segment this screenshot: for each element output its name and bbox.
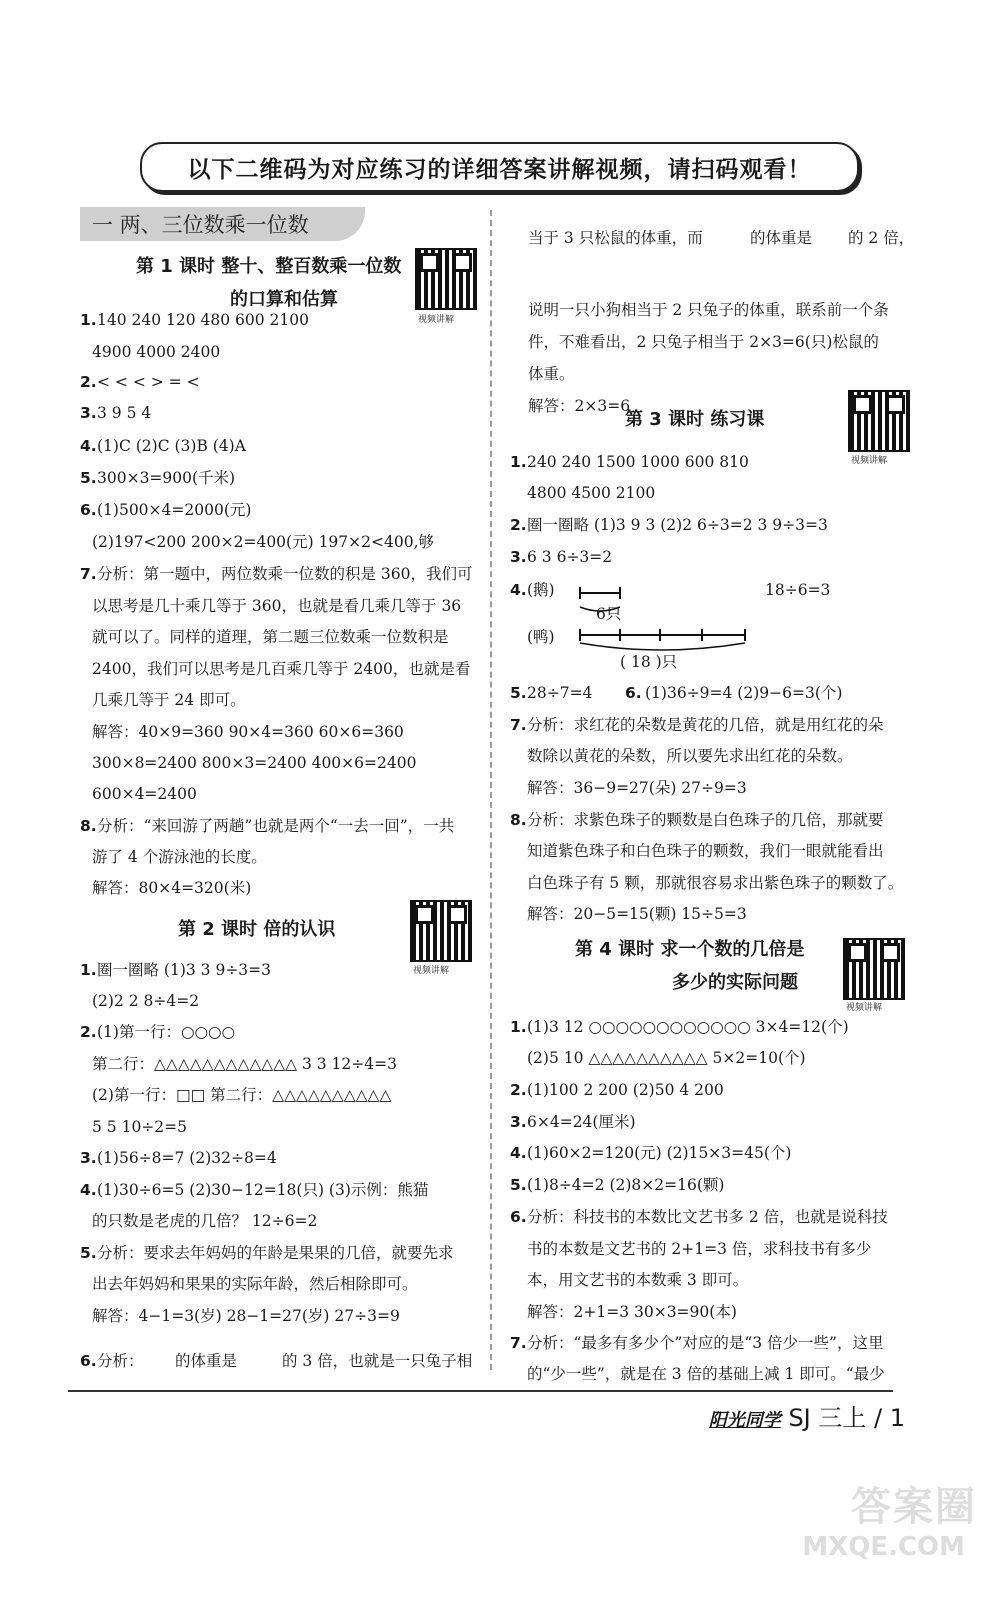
lesson4-title: 第 4 课时 求一个数的几倍是 xyxy=(575,939,805,960)
question-number: 6. xyxy=(510,1208,527,1226)
question-number: 5. xyxy=(510,684,527,702)
watermark-logo: 答案圈 xyxy=(851,1484,977,1530)
question-number: 1. xyxy=(80,311,97,329)
answer-text: 以思考是几十乘几等于 360，也就是看几乘几等于 36 xyxy=(92,597,462,615)
answer-text: 140 240 120 480 600 2100 xyxy=(97,311,310,329)
answer-text: 出去年妈妈和果果的实际年龄，然后相除即可。 xyxy=(92,1275,418,1293)
question-number: 3. xyxy=(510,1113,527,1131)
question-number: 2. xyxy=(510,1081,527,1099)
answer-text: (1)C (2)C (3)B (4)A xyxy=(97,437,246,455)
answer-text: 分析：科技书的本数比文艺书多 2 倍，也就是说科技 xyxy=(527,1208,888,1226)
unit-header xyxy=(80,207,365,241)
answer-text: 第二行：△△△△△△△△△△△△ 3 3 12÷4=3 xyxy=(92,1055,397,1073)
answer-text: 解答：36−9=27(朵) 27÷9=3 xyxy=(527,779,747,797)
answer-text: 的体重是 xyxy=(175,1352,238,1370)
answer-text: 300×8=2400 800×3=2400 400×6=2400 xyxy=(92,754,417,772)
answer-text: 18÷6=3 xyxy=(765,581,831,599)
answer-text: 4900 4000 2400 xyxy=(92,343,221,361)
footer-text: SJ 三上 / 1 xyxy=(788,1404,905,1432)
question-number: 1. xyxy=(80,961,97,979)
lesson2-title: 第 2 课时 倍的认识 xyxy=(178,919,336,940)
answer-text: 知道紫色珠子和白色珠子的颗数，我们一眼就能看出 xyxy=(527,842,884,860)
answer-text: 28÷7=4 xyxy=(527,684,593,702)
qr-code-lesson2[interactable] xyxy=(410,900,472,962)
answer-text: 解答：4−1=3(岁) 28−1=27(岁) 27÷3=9 xyxy=(92,1307,400,1325)
answer-text: (1)3 12 ○○○○○○○○○○○○ 3×4=12(个) xyxy=(527,1018,849,1036)
lesson4-subtitle: 多少的实际问题 xyxy=(672,972,798,993)
question-number: 5. xyxy=(80,1244,97,1262)
question-number: 3. xyxy=(80,1149,97,1167)
answer-text: (鸭) xyxy=(527,628,555,646)
question-number: 7. xyxy=(80,565,97,583)
question-number: 1. xyxy=(510,453,527,471)
answer-text: 就可以了。同样的道理，第二题三位数乘一位数积是 xyxy=(92,628,449,646)
qr-code-lesson1[interactable] xyxy=(415,248,477,310)
qr-caption: 视频讲解 xyxy=(851,456,888,466)
question-number: 8. xyxy=(80,817,97,835)
question-number: 6. xyxy=(80,501,97,519)
question-number: 5. xyxy=(510,1176,527,1194)
answer-text: 2400，我们可以思考是几百乘几等于 2400，也就是看 xyxy=(92,660,471,678)
answer-text: (1)36÷9=4 (2)9−6=3(个) xyxy=(645,684,843,702)
answer-text: 分析：要求去年妈妈的年龄是果果的几倍，就要先求 xyxy=(97,1244,454,1262)
answer-text: 游了 4 个游泳池的长度。 xyxy=(92,848,267,866)
answer-text: 分析：“最多有多少个”对应的是“3 倍少一些”，这里 xyxy=(527,1334,884,1352)
answer-text: 分析：第一题中，两位数乘一位数的积是 360，我们可 xyxy=(97,565,473,583)
answer-text: (2)197<200 200×2=400(元) 197×2<400,够 xyxy=(92,533,434,551)
answer-text: 数除以黄花的朵数，所以要先求出红花的朵数。 xyxy=(527,747,853,765)
answer-text: 的 2 倍， xyxy=(848,229,915,247)
qr-caption: 视频讲解 xyxy=(846,1003,883,1013)
lesson1-title: 第 1 课时 整十、整百数乘一位数 xyxy=(136,256,402,277)
answer-text: 分析： xyxy=(97,1352,144,1370)
footer-rule xyxy=(68,1390,893,1392)
question-number: 6. xyxy=(625,684,642,702)
answer-text: 解答：20−5=15(颗) 15÷5=3 xyxy=(527,905,747,923)
qr-caption: 视频讲解 xyxy=(413,966,450,976)
question-number: 4. xyxy=(80,1181,97,1199)
answer-text: ( 18 )只 xyxy=(620,653,678,671)
answer-text: 书的本数是文艺书的 2+1=3 倍，求科技书有多少 xyxy=(527,1240,872,1258)
column-divider xyxy=(490,210,492,1370)
answer-text: 圈一圈略 (1)3 3 9÷3=3 xyxy=(97,961,272,979)
answer-text: 本，用文艺书的本数乘 3 即可。 xyxy=(527,1271,749,1289)
question-number: 8. xyxy=(510,811,527,829)
watermark-url: MXQE.COM xyxy=(802,1532,965,1562)
answer-text: (1)8÷4=2 (2)8×2=16(颗) xyxy=(527,1176,725,1194)
question-number: 2. xyxy=(80,373,97,391)
qr-caption: 视频讲解 xyxy=(418,315,455,325)
answer-text: 圈一圈略 (1)3 9 3 (2)2 6÷3=2 3 9÷3=3 xyxy=(527,516,828,534)
question-number: 7. xyxy=(510,1334,527,1352)
answer-text: 解答：80×4=320(米) xyxy=(92,879,252,897)
answer-text: 解答：40×9=360 90×4=360 60×6=360 xyxy=(92,723,404,741)
answer-text: 白色珠子有 5 颗，那就很容易求出紫色珠子的颗数了。 xyxy=(527,874,904,892)
answer-text: 4800 4500 2100 xyxy=(527,484,656,502)
answer-text: 分析：求红花的朵数是黄花的几倍，就是用红花的朵 xyxy=(527,716,884,734)
question-number: 5. xyxy=(80,469,97,487)
answer-text: 的“少一些”，就是在 3 倍的基础上减 1 即可。“最少 xyxy=(527,1365,885,1383)
answer-text: < < < > = < xyxy=(97,373,200,391)
answer-text: (2)2 2 8÷4=2 xyxy=(92,992,200,1010)
qr-banner xyxy=(140,142,859,192)
banner-text: 以下二维码为对应练习的详细答案讲解视频，请扫码观看！ xyxy=(187,156,812,183)
answer-text: 240 240 1500 1000 600 810 xyxy=(527,453,749,471)
answer-text: 几乘几等于 24 即可。 xyxy=(92,691,246,709)
question-number: 1. xyxy=(510,1018,527,1036)
answer-text: (1)30÷6=5 (2)30−12=18(只) (3)示例：熊猫 xyxy=(97,1181,429,1199)
answer-text: 解答：2×3=6 xyxy=(528,397,631,415)
question-number: 2. xyxy=(510,516,527,534)
answer-text: 的体重是 xyxy=(750,229,813,247)
answer-text: 600×4=2400 xyxy=(92,785,197,803)
answer-text: 6 3 6÷3=2 xyxy=(527,548,613,566)
brand-logo: 阳光同学 xyxy=(708,1410,781,1431)
line-segment-diagram xyxy=(560,585,760,665)
answer-text: (1)100 2 200 (2)50 4 200 xyxy=(527,1081,724,1099)
answer-text: 5 5 10÷2=5 xyxy=(92,1118,187,1136)
question-number: 4. xyxy=(510,1144,527,1162)
answer-text: 分析：求紫色珠子的颗数是白色珠子的几倍，那就要 xyxy=(527,811,884,829)
question-number: 2. xyxy=(80,1023,97,1041)
answer-text: (1)500×4=2000(元) xyxy=(97,501,252,519)
answer-text: (1)60×2=120(元) (2)15×3=45(个) xyxy=(527,1144,792,1162)
answer-text: (鹅) xyxy=(527,581,555,599)
question-number: 3. xyxy=(510,548,527,566)
lesson1-subtitle: 的口算和估算 xyxy=(230,289,338,310)
answer-text: 件，不难看出，2 只兔子相当于 2×3=6(只)松鼠的 xyxy=(528,333,879,351)
answer-text: (1)第一行：○○○○ xyxy=(97,1023,236,1041)
answer-text: 3 9 5 4 xyxy=(97,404,152,422)
answer-text: 解答：2+1=3 30×3=90(本) xyxy=(527,1303,737,1321)
answer-text: 6只 xyxy=(596,605,622,623)
page-footer xyxy=(709,1398,905,1433)
answer-text: (1)56÷8=7 (2)32÷8=4 xyxy=(97,1149,277,1167)
qr-code-lesson3[interactable] xyxy=(848,390,910,452)
question-number: 4. xyxy=(80,437,97,455)
question-number: 3. xyxy=(80,404,97,422)
question-number: 7. xyxy=(510,716,527,734)
answer-text: 分析：“来回游了两趟”也就是两个“一去一回”，一共 xyxy=(97,817,455,835)
answer-text: 当于 3 只松鼠的体重，而 xyxy=(528,229,703,247)
question-number: 6. xyxy=(80,1352,97,1370)
answer-text: 说明一只小狗相当于 2 只兔子的体重，联系前一个条 xyxy=(528,301,889,319)
answer-text: (2)5 10 △△△△△△△△△△ 5×2=10(个) xyxy=(527,1049,806,1067)
lesson3-title: 第 3 课时 练习课 xyxy=(625,409,765,430)
question-number: 4. xyxy=(510,581,527,599)
answer-text: (2)第一行：□□ 第二行：△△△△△△△△△△ xyxy=(92,1086,392,1104)
answer-text: 体重。 xyxy=(528,365,575,383)
answer-text: 6×4=24(厘米) xyxy=(527,1113,636,1131)
answer-text: 的 3 倍，也就是一只兔子相 xyxy=(282,1352,473,1370)
answer-text: 的只数是老虎的几倍？ 12÷6=2 xyxy=(92,1212,318,1230)
answer-text: 300×3=900(千米) xyxy=(97,469,236,487)
unit-title: 一 两、三位数乘一位数 xyxy=(92,213,309,237)
qr-code-lesson4[interactable] xyxy=(843,938,905,1000)
